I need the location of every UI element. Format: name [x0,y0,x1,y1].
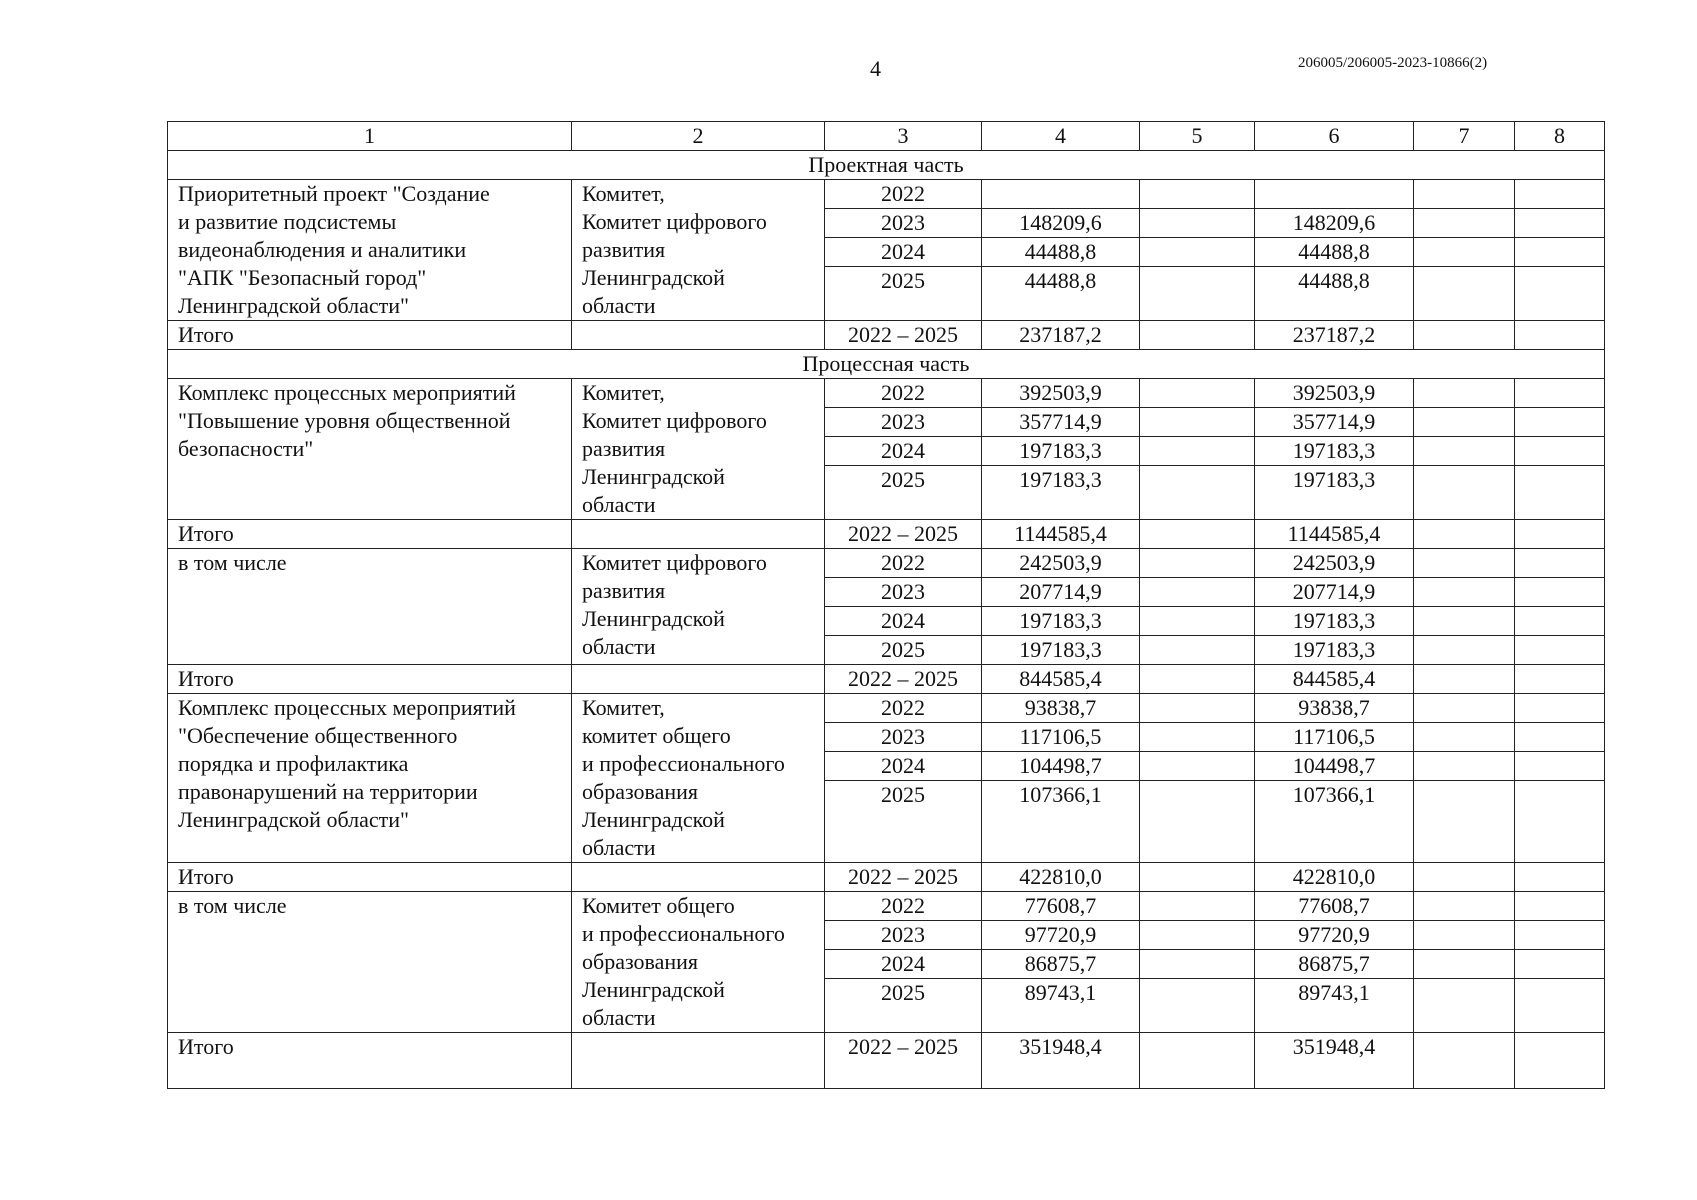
value-cell: 392503,9 [1255,379,1414,408]
period-cell: 2022 – 2025 [825,863,982,892]
year-cell: 2025 [825,636,982,665]
value-cell: 117106,5 [982,723,1140,752]
page-number: 4 [870,56,881,81]
empty-cell [1140,520,1255,549]
executor-cell [572,379,825,520]
executor-line: развития [582,578,666,603]
total-label: Итого [168,665,572,694]
value-cell: 107366,1 [982,781,1140,863]
executor-line: образования [582,949,699,974]
activity-name-line: "Повышение уровня общественной [178,408,511,433]
column-number-cell: 6 [1255,122,1414,151]
value-cell: 197183,3 [982,437,1140,466]
column-number-cell: 4 [982,122,1140,151]
including-label: в том числе [168,892,572,1033]
column-number-row [168,122,1605,151]
empty-cell [1515,723,1605,752]
total-label: Итого [168,1033,572,1089]
empty-cell [1515,921,1605,950]
executor-line: области [582,634,656,659]
value-cell: 197183,3 [1255,607,1414,636]
empty-cell [1140,979,1255,1033]
total-label: Итого [168,321,572,350]
empty-cell [1414,950,1515,979]
total-value-cell: 422810,0 [1255,863,1414,892]
empty-cell [1140,752,1255,781]
value-cell: 77608,7 [982,892,1140,921]
year-cell: 2023 [825,921,982,950]
section-title: Процессная часть [168,350,1605,379]
column-number-cell: 5 [1140,122,1255,151]
empty-cell [1414,321,1515,350]
section-row [168,151,1605,180]
empty-cell [1414,723,1515,752]
empty-cell [1515,180,1605,209]
year-cell: 2022 [825,694,982,723]
empty-cell [1414,607,1515,636]
empty-cell [1515,520,1605,549]
empty-cell [1140,921,1255,950]
value-cell: 117106,5 [1255,723,1414,752]
empty-cell [1515,665,1605,694]
empty-cell [1140,950,1255,979]
executor-line: Ленинградской [582,807,725,832]
total-label: Итого [168,863,572,892]
value-cell: 197183,3 [1255,437,1414,466]
empty-cell [1515,466,1605,520]
empty-cell [1414,979,1515,1033]
executor-line: области [582,1005,656,1030]
empty-cell [1140,466,1255,520]
empty-cell [1140,267,1255,321]
year-cell: 2023 [825,209,982,238]
year-cell: 2025 [825,979,982,1033]
total-value-cell: 844585,4 [1255,665,1414,694]
total-row [168,863,1605,892]
activity-name-line: Ленинградской области" [178,807,409,832]
total-value-cell: 237187,2 [1255,321,1414,350]
empty-cell [572,321,825,350]
section-row [168,350,1605,379]
value-cell: 89743,1 [1255,979,1414,1033]
executor-line: области [582,835,656,860]
executor-line: Комитет, [582,380,665,405]
value-cell: 197183,3 [982,466,1140,520]
empty-cell [1140,636,1255,665]
executor-line: Комитет, [582,695,665,720]
empty-cell [1414,466,1515,520]
activity-name-line: Комплекс процессных мероприятий [178,380,516,405]
column-number-cell: 3 [825,122,982,151]
year-cell: 2022 [825,892,982,921]
activity-name-line: видеонаблюдения и аналитики [178,237,467,262]
empty-cell [1140,781,1255,863]
activity-name-line: и развитие подсистемы [178,209,397,234]
empty-cell [1515,437,1605,466]
empty-cell [572,665,825,694]
value-cell: 97720,9 [982,921,1140,950]
value-cell: 97720,9 [1255,921,1414,950]
value-cell: 44488,8 [1255,238,1414,267]
total-row [168,665,1605,694]
activity-name-line: правонарушений на территории [178,779,478,804]
empty-cell [1414,752,1515,781]
empty-cell [1414,549,1515,578]
value-cell: 357714,9 [1255,408,1414,437]
executor-cell [572,694,825,863]
total-value-cell: 351948,4 [1255,1033,1414,1089]
executor-line: Комитет, [582,181,665,206]
empty-cell [1414,437,1515,466]
empty-cell [1140,321,1255,350]
executor-cell [572,549,825,665]
executor-line: области [582,492,656,517]
empty-cell [1414,781,1515,863]
value-cell: 392503,9 [982,379,1140,408]
executor-line: развития [582,436,666,461]
empty-cell [1515,379,1605,408]
empty-cell [1515,950,1605,979]
executor-line: Ленинградской [582,464,725,489]
year-cell: 2023 [825,408,982,437]
empty-cell [1414,267,1515,321]
value-cell: 197183,3 [982,607,1140,636]
empty-cell [1515,979,1605,1033]
empty-cell [572,1033,825,1089]
period-cell: 2022 – 2025 [825,1033,982,1089]
empty-cell [1515,752,1605,781]
value-cell: 77608,7 [1255,892,1414,921]
executor-line: и профессионального [582,921,785,946]
executor-line: Ленинградской [582,265,725,290]
empty-cell [1140,408,1255,437]
value-cell: 86875,7 [1255,950,1414,979]
activity-name-line: Ленинградской области" [178,293,409,318]
value-cell: 44488,8 [982,238,1140,267]
executor-line: области [582,293,656,318]
value-cell: 207714,9 [1255,578,1414,607]
year-cell: 2024 [825,752,982,781]
empty-cell [1414,180,1515,209]
total-value-cell: 237187,2 [982,321,1140,350]
activity-name-line: "АПК "Безопасный город" [178,265,427,290]
value-cell: 197183,3 [1255,636,1414,665]
value-cell: 148209,6 [1255,209,1414,238]
executor-cell [572,180,825,321]
empty-cell [1414,636,1515,665]
empty-cell [1140,437,1255,466]
empty-cell [1515,694,1605,723]
empty-cell [1140,694,1255,723]
empty-cell [1515,549,1605,578]
year-cell: 2024 [825,238,982,267]
year-cell: 2025 [825,781,982,863]
year-cell: 2023 [825,578,982,607]
activity-name-line: Комплекс процессных мероприятий [178,695,516,720]
empty-cell [1414,921,1515,950]
empty-cell [1414,892,1515,921]
value-cell [1255,180,1414,209]
empty-cell [1414,520,1515,549]
executor-cell [572,892,825,1033]
empty-cell [1140,607,1255,636]
year-cell: 2023 [825,723,982,752]
column-number-cell: 1 [168,122,572,151]
period-cell: 2022 – 2025 [825,665,982,694]
column-number-cell: 2 [572,122,825,151]
total-label: Итого [168,520,572,549]
value-cell: 104498,7 [1255,752,1414,781]
empty-cell [1140,892,1255,921]
empty-cell [1515,578,1605,607]
value-cell: 93838,7 [1255,694,1414,723]
total-value-cell: 1144585,4 [982,520,1140,549]
empty-cell [1515,408,1605,437]
table-row [168,892,1605,921]
document-id: 206005/206005-2023-10866(2) [1298,55,1488,71]
total-row [168,1033,1605,1089]
including-label: в том числе [168,549,572,665]
activity-name-cell [168,379,572,520]
value-cell: 242503,9 [982,549,1140,578]
year-cell: 2024 [825,607,982,636]
value-cell: 357714,9 [982,408,1140,437]
period-cell: 2022 – 2025 [825,321,982,350]
empty-cell [1140,180,1255,209]
year-cell: 2025 [825,466,982,520]
empty-cell [1414,379,1515,408]
table-row [168,694,1605,723]
empty-cell [1140,723,1255,752]
year-cell: 2022 [825,379,982,408]
value-cell: 242503,9 [1255,549,1414,578]
empty-cell [1414,665,1515,694]
executor-line: развития [582,237,666,262]
activity-name-line: "Обеспечение общественного [178,723,458,748]
empty-cell [1515,321,1605,350]
empty-cell [1515,607,1605,636]
table-row [168,379,1605,408]
value-cell: 93838,7 [982,694,1140,723]
empty-cell [1515,209,1605,238]
value-cell: 44488,8 [982,267,1140,321]
empty-cell [1414,408,1515,437]
activity-name-cell [168,694,572,863]
activity-name-line: порядка и профилактика [178,751,409,776]
executor-line: Комитет цифрового [582,209,767,234]
executor-line: Комитет общего [582,893,735,918]
empty-cell [1140,863,1255,892]
empty-cell [1515,863,1605,892]
value-cell: 107366,1 [1255,781,1414,863]
year-cell: 2024 [825,950,982,979]
budget-table [167,121,1605,1089]
activity-name-cell [168,180,572,321]
total-value-cell: 1144585,4 [1255,520,1414,549]
empty-cell [1515,781,1605,863]
value-cell: 148209,6 [982,209,1140,238]
executor-line: Комитет цифрового [582,408,767,433]
total-value-cell: 844585,4 [982,665,1140,694]
table-row [168,180,1605,209]
empty-cell [1515,892,1605,921]
empty-cell [1140,665,1255,694]
section-title: Проектная часть [168,151,1605,180]
empty-cell [1515,267,1605,321]
executor-line: образования [582,779,699,804]
value-cell [982,180,1140,209]
value-cell: 86875,7 [982,950,1140,979]
value-cell: 104498,7 [982,752,1140,781]
column-number-cell: 7 [1414,122,1515,151]
empty-cell [1515,1033,1605,1089]
total-value-cell: 422810,0 [982,863,1140,892]
empty-cell [1414,863,1515,892]
empty-cell [572,863,825,892]
empty-cell [1414,238,1515,267]
value-cell: 44488,8 [1255,267,1414,321]
total-row [168,520,1605,549]
value-cell: 197183,3 [982,636,1140,665]
period-cell: 2022 – 2025 [825,520,982,549]
column-number-cell: 8 [1515,122,1605,151]
empty-cell [1140,578,1255,607]
empty-cell [572,520,825,549]
empty-cell [1515,636,1605,665]
empty-cell [1140,549,1255,578]
activity-name-line: Приоритетный проект "Создание [178,181,490,206]
empty-cell [1414,694,1515,723]
year-cell: 2022 [825,549,982,578]
empty-cell [1140,209,1255,238]
executor-line: комитет общего [582,723,731,748]
value-cell: 197183,3 [1255,466,1414,520]
empty-cell [1414,209,1515,238]
value-cell: 89743,1 [982,979,1140,1033]
empty-cell [1515,238,1605,267]
year-cell: 2024 [825,437,982,466]
year-cell: 2025 [825,267,982,321]
total-value-cell: 351948,4 [982,1033,1140,1089]
table-row [168,549,1605,578]
activity-name-line: безопасности" [178,436,314,461]
value-cell: 207714,9 [982,578,1140,607]
empty-cell [1140,1033,1255,1089]
year-cell: 2022 [825,180,982,209]
executor-line: Комитет цифрового [582,550,767,575]
empty-cell [1140,379,1255,408]
executor-line: и профессионального [582,751,785,776]
executor-line: Ленинградской [582,606,725,631]
empty-cell [1414,578,1515,607]
executor-line: Ленинградской [582,977,725,1002]
empty-cell [1414,1033,1515,1089]
empty-cell [1140,238,1255,267]
total-row [168,321,1605,350]
